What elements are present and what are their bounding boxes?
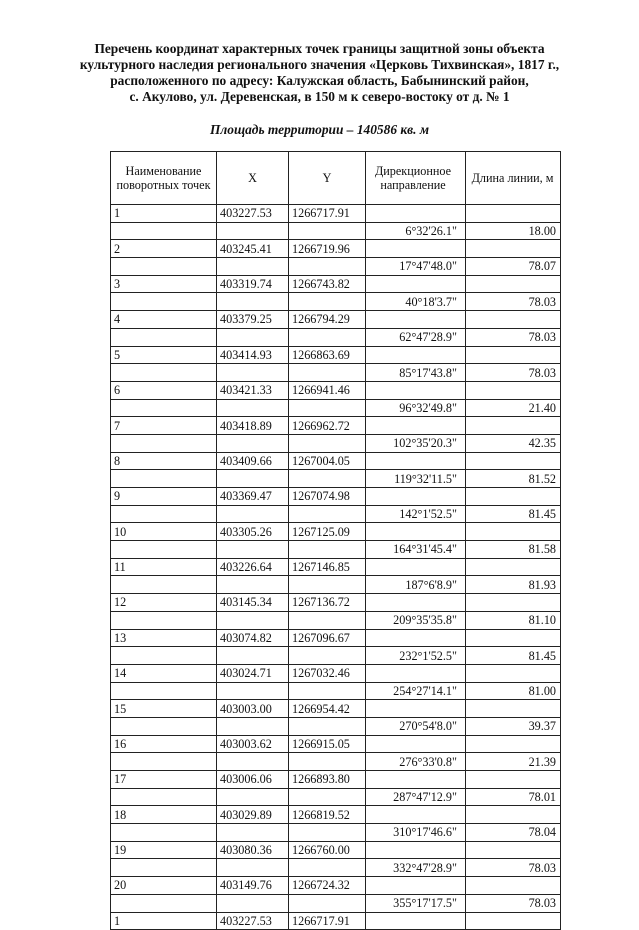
empty-cell [217, 859, 289, 877]
point-row [111, 346, 561, 364]
segment-row [111, 505, 561, 523]
empty-cell [289, 399, 366, 417]
point-name: 12 [111, 594, 217, 612]
segment-length: 78.07 [466, 258, 561, 276]
empty-cell [466, 240, 561, 258]
point-y: 1266863.69 [289, 346, 366, 364]
empty-cell [466, 275, 561, 293]
empty-cell [111, 824, 217, 842]
segment-length: 39.37 [466, 717, 561, 735]
empty-cell [217, 364, 289, 382]
empty-cell [111, 434, 217, 452]
empty-cell [289, 682, 366, 700]
point-y: 1267136.72 [289, 594, 366, 612]
empty-cell [217, 894, 289, 912]
segment-length: 81.45 [466, 647, 561, 665]
point-row [111, 240, 561, 258]
point-x: 403003.62 [217, 735, 289, 753]
empty-cell [466, 771, 561, 789]
segment-direction: 142°1'52.5" [366, 505, 466, 523]
point-x: 403227.53 [217, 912, 289, 930]
point-row [111, 664, 561, 682]
point-row [111, 558, 561, 576]
empty-cell [289, 505, 366, 523]
empty-cell [111, 859, 217, 877]
empty-cell [466, 452, 561, 470]
point-row [111, 452, 561, 470]
empty-cell [111, 576, 217, 594]
empty-cell [217, 541, 289, 559]
point-row [111, 700, 561, 718]
segment-direction: 310°17'46.6" [366, 824, 466, 842]
point-y: 1266743.82 [289, 275, 366, 293]
empty-cell [366, 629, 466, 647]
segment-direction: 276°33'0.8" [366, 753, 466, 771]
empty-cell [366, 275, 466, 293]
point-x: 403369.47 [217, 488, 289, 506]
point-x: 403006.06 [217, 771, 289, 789]
segment-length: 18.00 [466, 222, 561, 240]
empty-cell [289, 293, 366, 311]
point-x: 403418.89 [217, 417, 289, 435]
empty-cell [466, 558, 561, 576]
point-row [111, 205, 561, 223]
empty-cell [217, 717, 289, 735]
empty-cell [217, 576, 289, 594]
point-row [111, 523, 561, 541]
empty-cell [111, 753, 217, 771]
empty-cell [466, 735, 561, 753]
point-name: 9 [111, 488, 217, 506]
segment-direction: 6°32'26.1" [366, 222, 466, 240]
point-row [111, 417, 561, 435]
empty-cell [111, 328, 217, 346]
segment-direction: 355°17'17.5" [366, 894, 466, 912]
empty-cell [289, 859, 366, 877]
empty-cell [289, 611, 366, 629]
empty-cell [111, 505, 217, 523]
segment-row [111, 399, 561, 417]
empty-cell [217, 470, 289, 488]
empty-cell [289, 328, 366, 346]
point-y: 1266760.00 [289, 841, 366, 859]
point-y: 1266819.52 [289, 806, 366, 824]
segment-length: 81.10 [466, 611, 561, 629]
empty-cell [466, 523, 561, 541]
point-name: 1 [111, 912, 217, 930]
point-y: 1267146.85 [289, 558, 366, 576]
empty-cell [366, 381, 466, 399]
segment-length: 81.52 [466, 470, 561, 488]
empty-cell [289, 894, 366, 912]
point-x: 403024.71 [217, 664, 289, 682]
segment-direction: 62°47'28.9" [366, 328, 466, 346]
empty-cell [366, 735, 466, 753]
point-y: 1266941.46 [289, 381, 366, 399]
empty-cell [111, 788, 217, 806]
empty-cell [466, 311, 561, 329]
point-y: 1266794.29 [289, 311, 366, 329]
segment-direction: 254°27'14.1" [366, 682, 466, 700]
segment-row [111, 894, 561, 912]
point-y: 1266893.80 [289, 771, 366, 789]
empty-cell [217, 611, 289, 629]
empty-cell [111, 717, 217, 735]
segment-row [111, 541, 561, 559]
point-x: 403029.89 [217, 806, 289, 824]
empty-cell [217, 258, 289, 276]
segment-row [111, 576, 561, 594]
segment-length: 78.03 [466, 894, 561, 912]
segment-length: 81.45 [466, 505, 561, 523]
segment-row [111, 470, 561, 488]
point-y: 1266954.42 [289, 700, 366, 718]
point-y: 1266724.32 [289, 877, 366, 895]
empty-cell [466, 841, 561, 859]
empty-cell [366, 452, 466, 470]
empty-cell [289, 541, 366, 559]
empty-cell [217, 399, 289, 417]
header-name: Наименование поворотных точек [111, 152, 217, 205]
point-y: 1266719.96 [289, 240, 366, 258]
point-y: 1267096.67 [289, 629, 366, 647]
point-x: 403149.76 [217, 877, 289, 895]
segment-direction: 287°47'12.9" [366, 788, 466, 806]
empty-cell [466, 912, 561, 930]
empty-cell [111, 399, 217, 417]
empty-cell [111, 682, 217, 700]
segment-length: 78.04 [466, 824, 561, 842]
empty-cell [217, 682, 289, 700]
segment-row [111, 682, 561, 700]
empty-cell [466, 488, 561, 506]
empty-cell [111, 364, 217, 382]
point-x: 403226.64 [217, 558, 289, 576]
segment-length: 78.03 [466, 364, 561, 382]
empty-cell [111, 470, 217, 488]
title-line: культурного наследия регионального значения «Церковь Тихвинская», 1817 г., [79, 57, 560, 72]
point-row [111, 629, 561, 647]
segment-row [111, 647, 561, 665]
segment-length: 81.00 [466, 682, 561, 700]
segment-row [111, 364, 561, 382]
empty-cell [366, 841, 466, 859]
empty-cell [366, 700, 466, 718]
empty-cell [217, 824, 289, 842]
empty-cell [366, 877, 466, 895]
segment-row [111, 222, 561, 240]
empty-cell [366, 346, 466, 364]
empty-cell [466, 629, 561, 647]
point-x: 403379.25 [217, 311, 289, 329]
empty-cell [111, 222, 217, 240]
segment-row [111, 434, 561, 452]
point-x: 403409.66 [217, 452, 289, 470]
coordinates-table [110, 151, 561, 930]
point-row [111, 594, 561, 612]
point-name: 4 [111, 311, 217, 329]
empty-cell [466, 417, 561, 435]
empty-cell [466, 877, 561, 895]
table-header-row [111, 152, 561, 205]
point-y: 1267004.05 [289, 452, 366, 470]
segment-direction: 164°31'45.4" [366, 541, 466, 559]
empty-cell [217, 647, 289, 665]
point-row [111, 877, 561, 895]
empty-cell [289, 576, 366, 594]
point-row [111, 841, 561, 859]
empty-cell [366, 664, 466, 682]
empty-cell [289, 753, 366, 771]
segment-row [111, 328, 561, 346]
point-name: 5 [111, 346, 217, 364]
segment-length: 42.35 [466, 434, 561, 452]
segment-length: 21.39 [466, 753, 561, 771]
empty-cell [466, 806, 561, 824]
point-name: 3 [111, 275, 217, 293]
segment-length: 21.40 [466, 399, 561, 417]
empty-cell [366, 594, 466, 612]
segment-length: 78.03 [466, 859, 561, 877]
point-name: 18 [111, 806, 217, 824]
empty-cell [289, 788, 366, 806]
point-row [111, 735, 561, 753]
point-row [111, 806, 561, 824]
empty-cell [466, 594, 561, 612]
segment-direction: 119°32'11.5" [366, 470, 466, 488]
empty-cell [289, 258, 366, 276]
empty-cell [217, 788, 289, 806]
empty-cell [366, 311, 466, 329]
empty-cell [289, 647, 366, 665]
segment-direction: 209°35'35.8" [366, 611, 466, 629]
point-row [111, 488, 561, 506]
point-row [111, 381, 561, 399]
point-y: 1266717.91 [289, 912, 366, 930]
empty-cell [466, 381, 561, 399]
point-row [111, 912, 561, 930]
segment-direction: 85°17'43.8" [366, 364, 466, 382]
title-line: Перечень координат характерных точек границы защитной зоны объекта [94, 41, 545, 56]
empty-cell [111, 293, 217, 311]
empty-cell [366, 523, 466, 541]
empty-cell [111, 647, 217, 665]
segment-direction: 332°47'28.9" [366, 859, 466, 877]
document-title [0, 41, 639, 105]
empty-cell [111, 541, 217, 559]
segment-length: 81.58 [466, 541, 561, 559]
empty-cell [289, 434, 366, 452]
segment-length: 78.03 [466, 293, 561, 311]
empty-cell [289, 364, 366, 382]
segment-row [111, 859, 561, 877]
empty-cell [366, 558, 466, 576]
point-name: 16 [111, 735, 217, 753]
segment-direction: 17°47'48.0" [366, 258, 466, 276]
segment-row [111, 753, 561, 771]
header-x: X [217, 152, 289, 205]
segment-row [111, 717, 561, 735]
segment-direction: 40°18'3.7" [366, 293, 466, 311]
point-name: 20 [111, 877, 217, 895]
point-name: 17 [111, 771, 217, 789]
point-row [111, 311, 561, 329]
header-length: Длина линии, м [466, 152, 561, 205]
point-y: 1267074.98 [289, 488, 366, 506]
segment-direction: 96°32'49.8" [366, 399, 466, 417]
empty-cell [366, 417, 466, 435]
empty-cell [111, 611, 217, 629]
empty-cell [366, 771, 466, 789]
point-name: 10 [111, 523, 217, 541]
empty-cell [217, 505, 289, 523]
empty-cell [366, 240, 466, 258]
empty-cell [366, 912, 466, 930]
header-y: Y [289, 152, 366, 205]
empty-cell [111, 258, 217, 276]
empty-cell [366, 806, 466, 824]
point-name: 6 [111, 381, 217, 399]
point-x: 403305.26 [217, 523, 289, 541]
segment-length: 78.01 [466, 788, 561, 806]
segment-row [111, 293, 561, 311]
empty-cell [366, 488, 466, 506]
point-y: 1267032.46 [289, 664, 366, 682]
empty-cell [466, 700, 561, 718]
point-x: 403414.93 [217, 346, 289, 364]
empty-cell [289, 717, 366, 735]
point-name: 8 [111, 452, 217, 470]
empty-cell [289, 222, 366, 240]
point-y: 1266962.72 [289, 417, 366, 435]
empty-cell [217, 293, 289, 311]
empty-cell [217, 753, 289, 771]
point-x: 403080.36 [217, 841, 289, 859]
title-line: расположенного по адресу: Калужская область, Бабынинский район, [110, 73, 529, 88]
segment-direction: 102°35'20.3" [366, 434, 466, 452]
title-line: с. Акулово, ул. Деревенская, в 150 м к северо-востоку от д. № 1 [129, 89, 510, 104]
empty-cell [466, 346, 561, 364]
area-line: Площадь территории – 140586 кв. м [209, 122, 430, 137]
segment-row [111, 611, 561, 629]
segment-direction: 270°54'8.0" [366, 717, 466, 735]
point-name: 11 [111, 558, 217, 576]
point-name: 7 [111, 417, 217, 435]
segment-row [111, 258, 561, 276]
point-y: 1266915.05 [289, 735, 366, 753]
segment-length: 78.03 [466, 328, 561, 346]
point-y: 1267125.09 [289, 523, 366, 541]
segment-row [111, 788, 561, 806]
point-name: 1 [111, 205, 217, 223]
empty-cell [466, 205, 561, 223]
segment-direction: 187°6'8.9" [366, 576, 466, 594]
point-row [111, 275, 561, 293]
point-name: 19 [111, 841, 217, 859]
point-x: 403421.33 [217, 381, 289, 399]
empty-cell [217, 328, 289, 346]
point-y: 1266717.91 [289, 205, 366, 223]
empty-cell [111, 894, 217, 912]
point-x: 403003.00 [217, 700, 289, 718]
segment-row [111, 824, 561, 842]
point-name: 14 [111, 664, 217, 682]
empty-cell [217, 434, 289, 452]
segment-length: 81.93 [466, 576, 561, 594]
point-name: 13 [111, 629, 217, 647]
point-name: 15 [111, 700, 217, 718]
point-x: 403319.74 [217, 275, 289, 293]
segment-direction: 232°1'52.5" [366, 647, 466, 665]
empty-cell [217, 222, 289, 240]
point-row [111, 771, 561, 789]
point-x: 403074.82 [217, 629, 289, 647]
point-name: 2 [111, 240, 217, 258]
point-x: 403227.53 [217, 205, 289, 223]
empty-cell [289, 470, 366, 488]
header-direction: Дирекционное направление [366, 152, 466, 205]
empty-cell [289, 824, 366, 842]
empty-cell [466, 664, 561, 682]
point-x: 403145.34 [217, 594, 289, 612]
point-x: 403245.41 [217, 240, 289, 258]
empty-cell [366, 205, 466, 223]
